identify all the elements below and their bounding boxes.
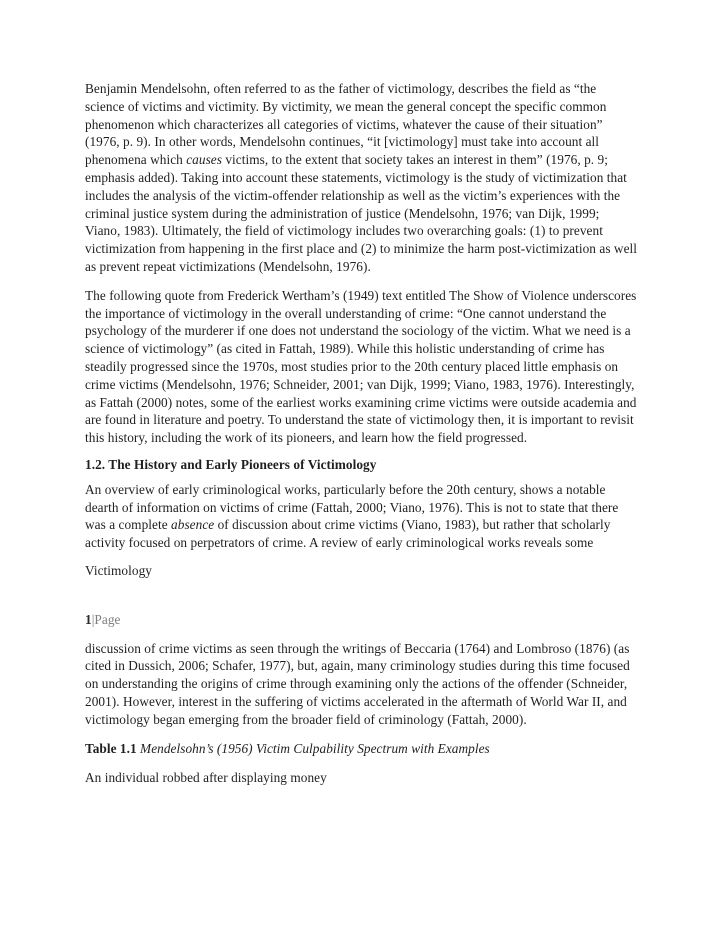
paragraph-early-works	[85, 481, 637, 552]
document-text-block	[85, 80, 637, 798]
orphan-line-victimology	[85, 562, 637, 580]
table-1-1-caption	[85, 740, 637, 758]
table-caption-title: Mendelsohn’s (1956) Victim Culpability Spectrum with Examples	[136, 740, 490, 756]
page-number-footer	[85, 611, 637, 629]
text-run: discussion of crime victims as seen through the writings of Beccaria (1764) and Lombroso (1876) (as cited in Dussich, 2006; Schafer, 1977), but, again, many criminology studies during this time focused on understanding the origins of crime through examining only the actions of the offender (Schneider, 2001). However, interest in the suffering of victims accelerated in the aftermath of World War II, and victimology began emerging from the broader field of criminology (Fattah, 2000).	[85, 640, 630, 727]
paragraph-beccaria-lombroso	[85, 640, 637, 729]
text-run: Benjamin Mendelsohn, often referred to as the father of victimology, describes the field as “the science of victims and victimity. By victimity, we mean the general concept the specific common phenomenon which characterizes all categories of victims, whatever the cause of their situation” (1976, p. 9). In other words, Mendelsohn continues, “it [victimology] must take into account all phenomena which	[85, 81, 607, 168]
text-run: victims, to the extent that society takes an interest in them” (1976, p. 9; emphasis added). Taking into account these statements, victimology is the study of victimization that includes the analysis of the victim-offender relationship as well as the victim’s experiences with the criminal justice system during the administration of justice (Mendelsohn, 1976; van Dijk, 1999; Viano, 1983). Ultimately, the field of victimology includes two overarching goals: (1) to prevent victimization from happening in the first place and (2) to minimize the harm post-victimization as well as prevent repeat victimizations (Mendelsohn, 1976).	[85, 152, 638, 274]
page-footer-label: Page	[94, 611, 121, 627]
text-run-italic-causes: causes	[186, 152, 222, 168]
page-number: 1	[85, 611, 92, 627]
text-run: An individual robbed after displaying money	[85, 770, 327, 786]
page-footer-separator: |	[91, 611, 95, 627]
table-example-row	[85, 769, 637, 787]
text-run-italic-absence: absence	[171, 517, 215, 533]
paragraph-wertham-quote	[85, 287, 637, 447]
table-caption-label: Table 1.1	[85, 740, 137, 756]
paragraph-mendelsohn-definition	[85, 80, 637, 276]
text-run: An overview of early criminological works, particularly before the 20th century, shows a notable dearth of information on victims of crime (Fattah, 2000; Viano, 1976). This is not to state that there was a complete	[85, 481, 619, 533]
text-run: of discussion about crime victims (Viano, 1983), but rather that scholarly activity focused on perpetrators of crime. A review of early criminological works reveals some	[85, 517, 611, 551]
section-heading-1-2: 1.2. The History and Early Pioneers of Victimology	[85, 456, 377, 472]
text-run: The following quote from Frederick Wertham’s (1949) text entitled The Show of Violence underscores the importance of victimology in the overall understanding of crime: “One cannot understand the psychology of the murderer if one does not understand the sociology of the victim. What we need is a science of victimology” (as cited in Fattah, 1989). While this holistic understanding of crime has steadily progressed since the 1970s, most studies prior to the 20th century placed little emphasis on crime victims (Mendelsohn, 1976; Schneider, 2001; van Dijk, 1999; Viano, 1983, 1976). Interestingly, as Fattah (2000) notes, some of the earliest works examining crime victims were outside academia and are found in literature and poetry. To understand the state of victimology then, it is important to revisit this history, including the work of its pioneers, and learn how the field progressed.	[85, 287, 637, 446]
text-run: Victimology	[85, 562, 152, 578]
